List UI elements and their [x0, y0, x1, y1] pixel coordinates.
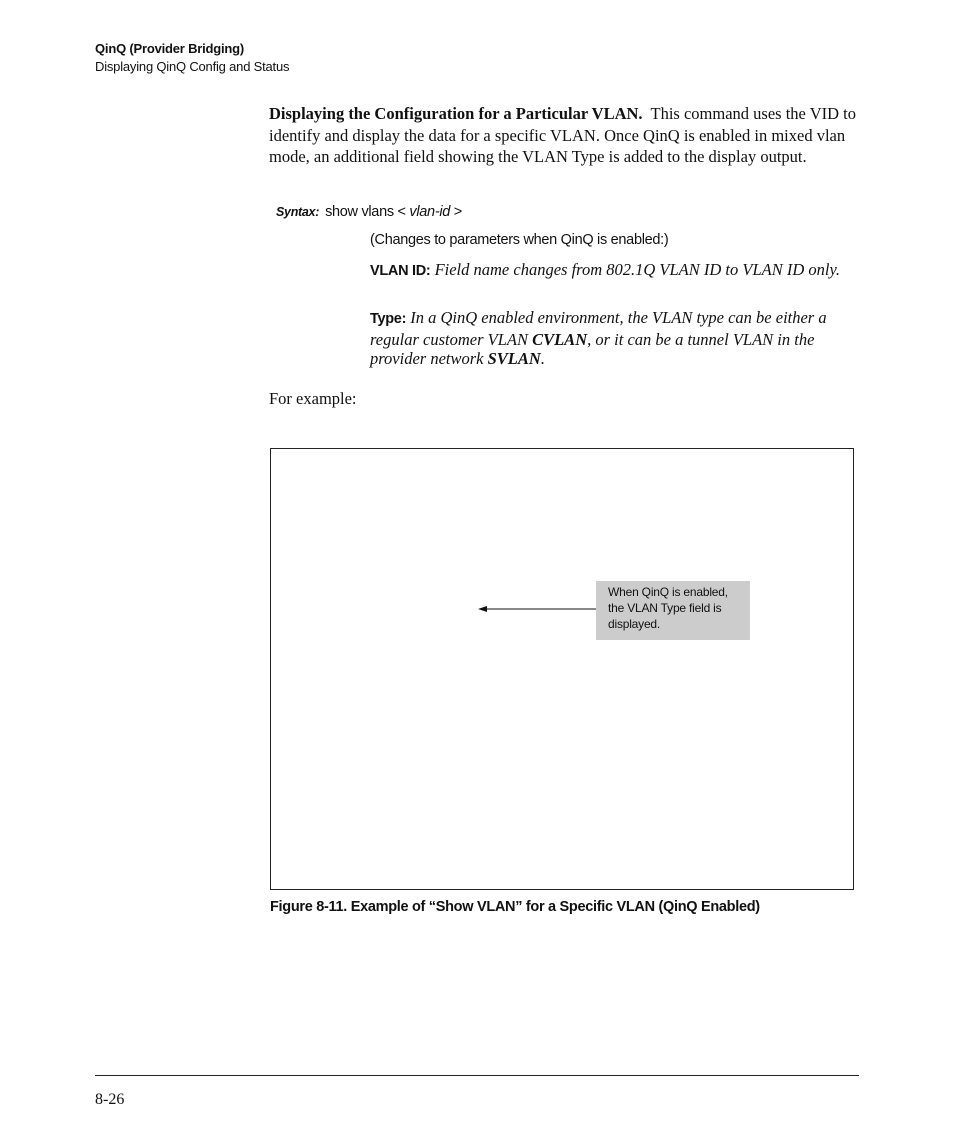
figure-frame: [270, 448, 854, 890]
example-label: For example:: [269, 389, 357, 408]
definition-term: Type:: [370, 311, 407, 327]
definition-svlan: SVLAN: [487, 349, 541, 368]
syntax-line: [276, 204, 462, 220]
definition-vlan-id: [370, 260, 860, 282]
running-header-chapter: QinQ (Provider Bridging): [95, 41, 245, 56]
intro-paragraph: [269, 103, 859, 168]
footer-rule: [95, 1075, 859, 1076]
definition-text-b: , or it can be a tunnel VLAN in the provider network: [370, 329, 815, 368]
parameter-change-note: (Changes to parameters when QinQ is enabled:): [370, 232, 669, 248]
callout-arrow-icon: [478, 603, 598, 615]
definition-term: VLAN ID:: [370, 263, 431, 279]
syntax-command: show vlans <: [325, 204, 406, 220]
syntax-close: >: [453, 204, 462, 220]
definition-text-c: .: [540, 349, 545, 368]
figure-callout: When QinQ is enabled, the VLAN Type field is displayed.: [596, 581, 750, 640]
page-number: 8-26: [95, 1091, 125, 1108]
intro-heading: Displaying the Configuration for a Particular VLAN.: [269, 104, 643, 123]
syntax-param: vlan-id: [409, 204, 451, 220]
definition-text: Field name changes from 802.1Q VLAN ID to VLAN ID only.: [434, 260, 840, 279]
definition-type: [370, 308, 860, 369]
syntax-label: Syntax:: [276, 205, 320, 219]
definition-cvlan: CVLAN: [532, 329, 588, 349]
definition-text-a: In a QinQ enabled environment, the VLAN type can be either a regular customer VLAN: [370, 308, 827, 349]
running-header-section: Displaying QinQ Config and Status: [95, 59, 290, 74]
figure-caption: Figure 8-11. Example of “Show VLAN” for a Specific VLAN (QinQ Enabled): [270, 899, 760, 915]
intro-body: This command uses the VID to identify and display the data for a specific VLAN. Once QinQ is enabled in mixed vlan mode, an additional field showing the VLAN Type is added to the display output.: [269, 104, 856, 166]
